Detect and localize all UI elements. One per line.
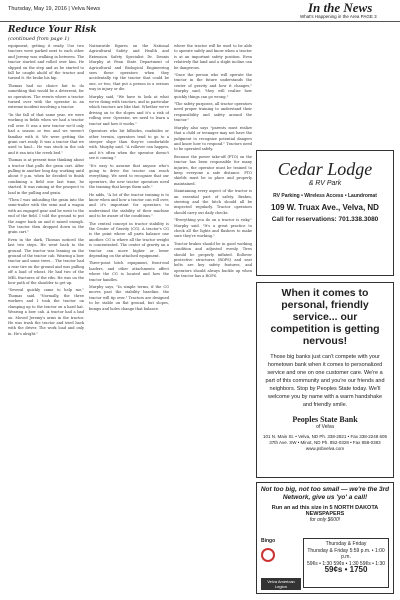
section-brand: In the News — [308, 0, 373, 15]
paragraph: where the tractor will be used to be able to operate safely and know when a tractor is at an important safety position. Even relatively flat land and a slight incline can be dangerous. — [174, 44, 252, 70]
paragraph: Thomas had no choice but to do something that would be a deterrent, for us operators. The events where a tractor turned over with the operator in an extreme incident involving a tractor. — [8, 83, 84, 110]
article-column-3 — [174, 44, 252, 592]
bingo-schedule — [261, 538, 389, 590]
bank-sub: of Velva — [316, 424, 334, 430]
bank-body: Those big banks just can't compete with your hometown bank when it comes to personalized service and one on one customer care. We're a part of this community and you're our friends and neighbors. Stop by Peoples State today. We'll welcome you by name with a warm handshake and friendly smile. — [265, 354, 385, 408]
network-line3: for only $600! — [309, 517, 341, 523]
paragraph: Operators who hit hillsides, roadsides or other terrain, operators tend to go to a steeper slope than they're comfortable with. Murphy said, "A rollover can happen, and it's often when the operator doesn't see it coming." — [89, 129, 169, 161]
paragraph: "It's easy to assume that anyone who's going to drive the tractor can reach everything. We need to recognize that our operators, the new tractor operators need the training that keeps them safe." — [89, 163, 169, 190]
network-line2: Run an ad this size in 5 NORTH DAKOTA NEWSPAPERS — [271, 505, 379, 517]
schedule-box — [303, 538, 389, 588]
bank-name: Peoples State Bank — [292, 415, 358, 424]
schedule-big-price: 59¢s • 1750 — [324, 565, 368, 574]
schedule-times: Thursday & Friday 5:59 p.m. • 1:00 p.m. — [307, 547, 385, 560]
article-column-1 — [8, 44, 84, 592]
ad-cedar-lodge — [256, 150, 394, 276]
paragraph: "Everything you do on a tractor is risky," Murphy said. "It's a great practice to check all the lights and flashers to make sure they're working." — [174, 218, 252, 239]
ad-network — [256, 482, 394, 594]
cedar-logo: Cedar Lodge — [277, 159, 373, 179]
cedar-logo-sub: & RV Park — [308, 180, 342, 187]
legion-footer: Velva American Legion — [261, 578, 301, 590]
cedar-reservations: Call for reservations: 701.338.3080 — [271, 216, 379, 223]
article-title: Reduce Your Risk — [8, 25, 97, 35]
paragraph: Nationwide figures on the National Agricultural Safety and Health and Extension Safety Specialist Dr. Dennis Murphy at Penn State Department of Agricultural and Biological Engineering sees these operators when they accidentally tip the tractor that could be one, or two, that put a person in a serious way in injury or die. — [89, 44, 169, 92]
bingo-ball-icon — [261, 548, 275, 562]
article-column-2 — [89, 44, 169, 592]
ad-peoples-state-bank — [256, 282, 394, 478]
bank-address: 101 N. Main St. • Velva, ND Ph. 338-2821 • Fax 338-2248 605 37th Ave. SW • Minot, ND Ph. 852-0328 • Fax 858-0383 www.psbvelva.com — [263, 434, 387, 451]
paragraph: Murphy says, "In simple terms, if the CG moves past the stability baseline, the tractor will tip over." Tractors are designed to be stable on flat ground, but slopes, bumps and holes change that balance. — [89, 285, 169, 311]
paragraph: Even in the dark, Thomas noticed the last two steps. He went back to the ground. The tractor was leaning on the ground of the tractor cab. Wearing a bow tractor and some trees... The tractor had a rear tire on the ground and was pulling off a load of wheat. He had two of the MEL fractures of the ribs. He was on the bow path of the shoulder to get up. — [8, 237, 84, 286]
bingo-title: Bingo — [261, 538, 276, 544]
bingo-label — [261, 538, 301, 568]
paragraph: Because the power take-off (PTO) on the tractor has been responsible for many injuries, the operator must be trained to keep everyone a safe distance. PTO shields must be in place and properly maintained. — [174, 154, 252, 186]
paragraph: Three-point hitch equipment, front-end loaders, and other attachments affect where the CG is located and how the tractor handles. — [89, 261, 169, 282]
cedar-address: 109 W. Truax Ave., Velva, ND — [271, 203, 379, 212]
network-headline: Not too big, not too small — we're the 3rd Network, give us 'yo' a call! — [260, 486, 390, 501]
paragraph: The central concept in tractor stability is the Center of Gravity (CG). A tractor's CG is the point where all parts balance one another. CG is where all the tractor weight is concentrated. The center of gravity on a tractor can move higher or lower depending on the attached equipment. — [89, 221, 169, 259]
schedule-detail: Thursday & Friday — [325, 541, 367, 547]
paragraph: "Then I was unloading the grain into the semi-trailer with the semi and a wagon with an engaged gear and he went to the end of the field. I told the ground to put the auger back on and it raised enough. The tractor then dropped down in the grain cart." — [8, 197, 84, 235]
paragraph: Thomas is at present time thinking about a tractor that pulls the grain cart. After pulling in another long day, working until about 9 p.m. when he decided to finish combining a field one last time, he started. It was raining at the prospect to load in the pulling and grain. — [8, 158, 84, 195]
paragraph: "In the fall of that same year, we were working in fields when we had a tractor roll over. It was a new tractor we'd only had a season or two and we weren't familiar with it. We were getting the grain cart ready. It was a tractor that we used to haul... He was stuck in the cab and it ran into the creek bed." — [8, 112, 84, 155]
paragraph: equipment, getting it ready. Use two tractors were parked next to each other and Jeremy was walking in between. The tractor started and rolled over him. He slipped on the step and as he started to fall he caught ahold of the tractor and turned it. He broke his hip. — [8, 44, 84, 81]
paragraph: Tractor brakes should be in good working condition and adjusted evenly. Tires should be properly inflated. Rollover protective structures (ROPS) and seat belts are key safety features, and operators should always buckle up when the tractor has a ROPS. — [174, 241, 252, 279]
issue-date: Thursday, May 19, 2016 | Velva News — [8, 6, 101, 12]
paragraph: Murphy said, "We have to look at what we're doing with tractors, and in particular which tractors are like that. Whether we're driving on to the slopes and it's a risk of rolling over. Operator, we need to learn a tractor and how it works." — [89, 94, 169, 126]
schedule-prices: 59¢s • 1:30 59¢s • 1:30 59¢s • 1:30 — [306, 560, 386, 567]
paragraph: Maintaining every aspect of the tractor is an essential part of safety. Brakes, steering and the hitch should all be inspected regularly. Tractor operators should carry out daily checks. — [174, 189, 252, 215]
paragraph: "Once the person who will operate the tractor in the future understands the center of gravity and how it changes," Murphy said, "they will realize how quickly things can go wrong." — [174, 73, 252, 99]
paragraph: "Several quickly came to help me," Thomas said. "Normally, the three workers and I took the tractor on clamping up to the tractor on a hard hat. Wearing a bow cab. A tractor had a bad on. Moved Jeremy's arms in the tractor. He was trash the tractor and tried back with the driver. The work load and only in. He's alright." — [8, 288, 84, 336]
paragraph: "The safety purposes, all tractor operators need proper training to understand their responsibility and safety around the tractor." — [174, 102, 252, 123]
cedar-services: RV Parking • Wireless Access • Laundromat — [273, 193, 377, 199]
bank-headline: When it comes to personal, friendly service... our competition is getting nervous! — [270, 287, 380, 347]
page-header — [0, 0, 400, 22]
section-tagline: What's Happening in the Area PAGE 3 — [300, 14, 377, 19]
paragraph: Murphy also says "parents must realize that a child or teenager may not have the judgment to recognize potential dangers and know how to respond." Tractors need to be operated safely. — [174, 125, 252, 152]
article-subtitle: (continued from page 1) — [8, 36, 70, 42]
paragraph: He adds, "A lot of the tractor training is to know when and how a tractor can roll over, and it's important for operators to understand the stability of their machine and to be aware of the conditions." — [89, 192, 169, 219]
